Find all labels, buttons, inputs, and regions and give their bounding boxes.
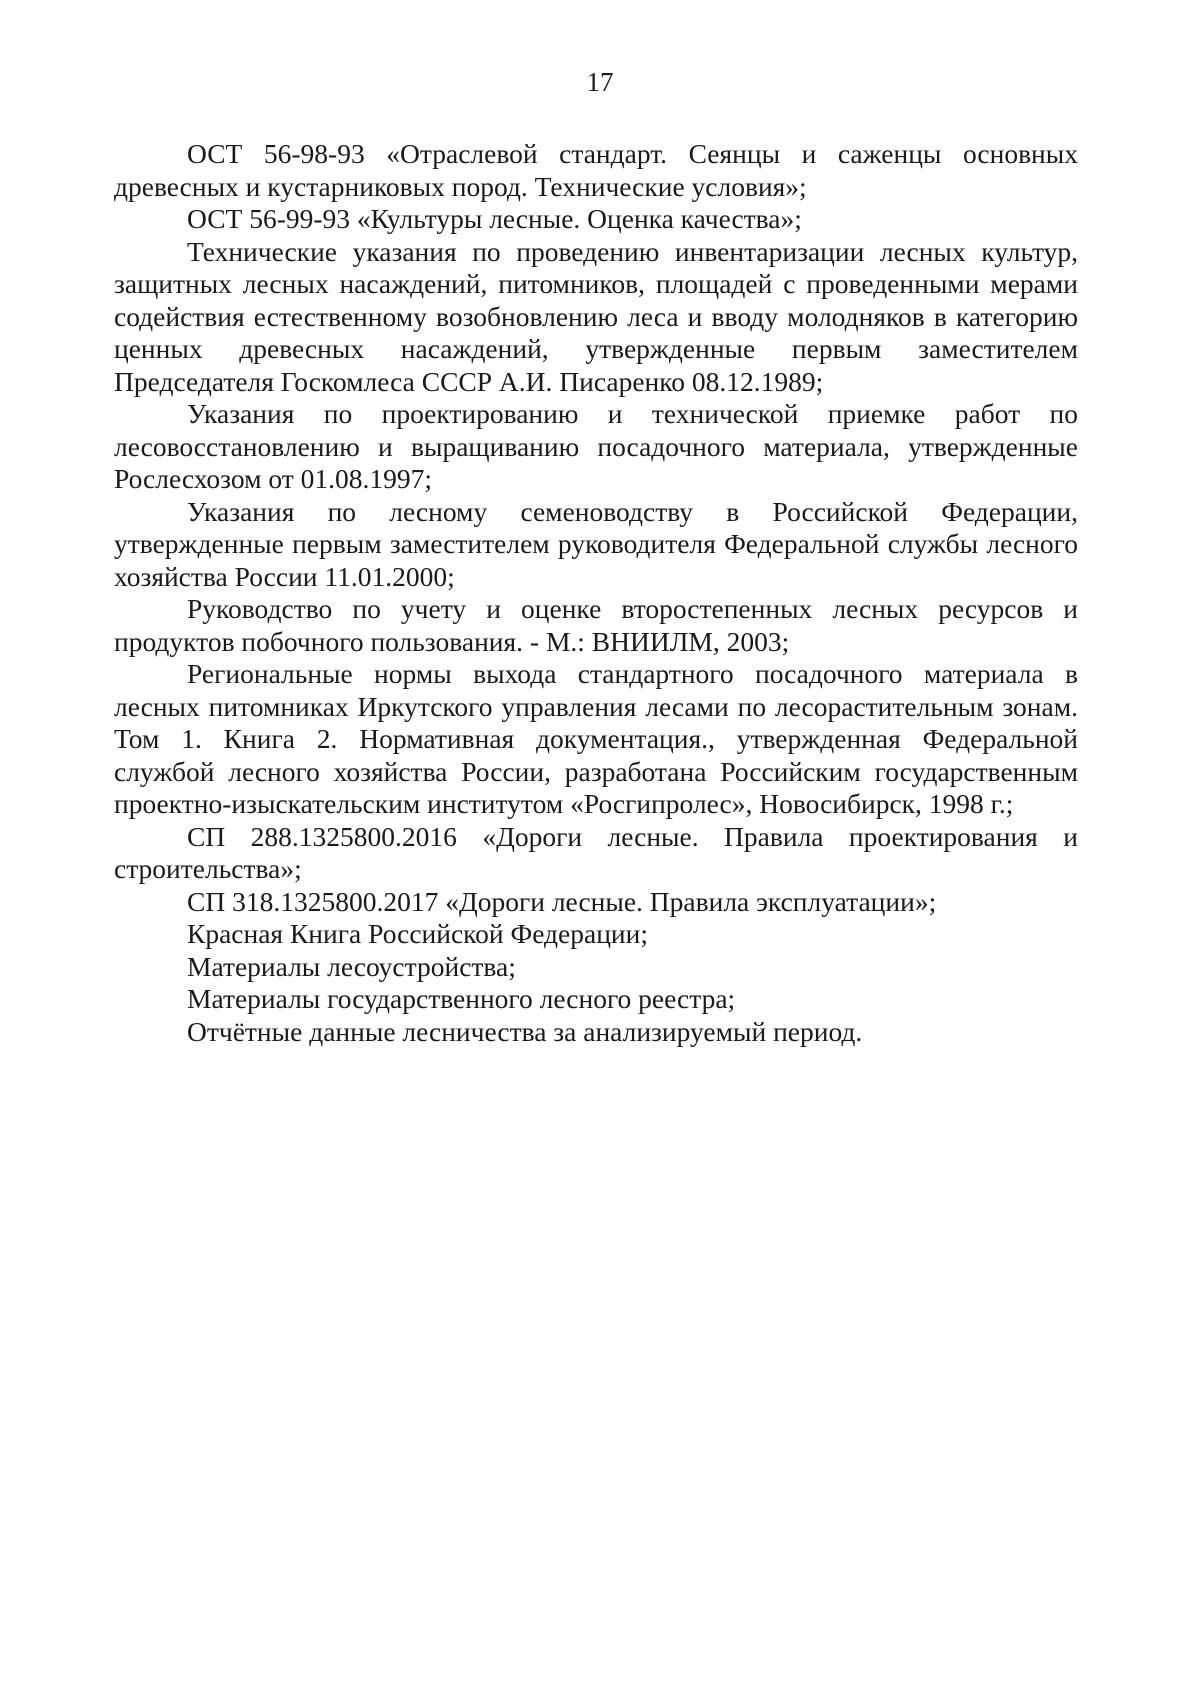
reference-item: Материалы лесоустройства; bbox=[187, 950, 516, 982]
reference-list bbox=[114, 138, 1078, 1048]
reference-item: Красная Книга Российской Федерации; bbox=[187, 918, 649, 949]
reference-item: СП 288.1325800.2016 «Дороги лесные. Правила проектирования и строительства»; bbox=[114, 820, 1078, 884]
reference-item: Материалы государственного лесного реестра; bbox=[187, 983, 736, 1014]
page-number: 17 bbox=[586, 67, 614, 97]
reference-item: СП 318.1325800.2017 «Дороги лесные. Правила эксплуатации»; bbox=[187, 885, 937, 917]
reference-item: Указания по лесному семеноводству в Российской Федерации, утвержденные первым заместителем руководителя Федеральной службы лесного хозяйства России 11.01.2000; bbox=[114, 495, 1078, 592]
reference-item: Региональные нормы выхода стандартного посадочного материала в лесных питомниках Иркутского управления лесами по лесорастительным зонам. Том 1. Книга 2. Нормативная документация., утвержденная Федеральной службой лесного хозяйства России, разработана Российским государственным проектно-изыскательским институтом «Росгипролес», Новосибирск, 1998 г.; bbox=[114, 658, 1078, 819]
reference-item: ОСТ 56-98-93 «Отраслевой стандарт. Сеянцы и саженцы основных древесных и кустарниковых пород. Технические условия»; bbox=[114, 138, 1078, 202]
reference-item: Технические указания по проведению инвентаризации лесных культур, защитных лесных насаждений, питомников, площадей с проведенными мерами содействия естественному возобновлению леса и вводу молодняков в категорию ценных древесных насаждений, утвержденные первым заместителем Председателя Госкомлеса СССР А.И. Писаренко 08.12.1989; bbox=[114, 235, 1078, 397]
reference-item: ОСТ 56-99-93 «Культуры лесные. Оценка качества»; bbox=[187, 203, 802, 234]
reference-item: Руководство по учету и оценке второстепенных лесных ресурсов и продуктов побочного пользования. - М.: ВНИИЛМ, 2003; bbox=[114, 593, 1078, 657]
reference-item: Указания по проектированию и технической приемке работ по лесовосстановлению и выращиванию посадочного материала, утвержденные Рослесхозом от 01.08.1997; bbox=[114, 398, 1078, 494]
reference-item: Отчётные данные лесничества за анализируемый период. bbox=[187, 1015, 863, 1047]
